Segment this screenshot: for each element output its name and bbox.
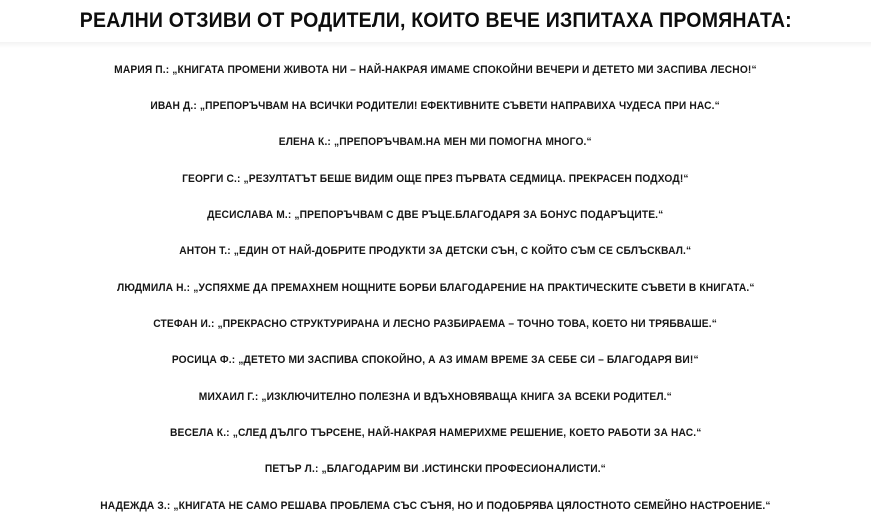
testimonial-item xyxy=(0,243,871,259)
testimonial-text: ЛЮДМИЛА Н.: „УСПЯХМЕ ДА ПРЕМАХНЕМ НОЩНИТЕ БОРБИ БЛАГОДАРЕНИЕ НА ПРАКТИЧЕСКИТЕ СЪВЕТИ В КНИГАТА.“ xyxy=(116,282,755,294)
testimonial-item xyxy=(0,134,871,150)
testimonial-item xyxy=(0,425,871,441)
testimonial-text: ИВАН Д.: „ПРЕПОРЪЧВАМ НА ВСИЧКИ РОДИТЕЛИ! ЕФЕКТИВНИТЕ СЪВЕТИ НАПРАВИХА ЧУДЕСА ПРИ НАС.“ xyxy=(150,100,721,112)
testimonial-text: ВЕСЕЛА К.: „СЛЕД ДЪЛГО ТЪРСЕНЕ, НАЙ-НАКРАЯ НАМЕРИХМЕ РЕШЕНИЕ, КОЕТО РАБОТИ ЗА НАС.“ xyxy=(169,427,702,439)
testimonial-item xyxy=(0,171,871,187)
testimonial-item xyxy=(0,62,871,78)
testimonial-item xyxy=(0,352,871,368)
testimonial-text: ПЕТЪР Л.: „БЛАГОДАРИМ ВИ .ИСТИНСКИ ПРОФЕСИОНАЛИСТИ.“ xyxy=(264,463,607,475)
testimonial-text: НАДЕЖДА З.: „КНИГАТА НЕ САМО РЕШАВА ПРОБЛЕМА СЪС СЪНЯ, НО И ПОДОБРЯВА ЦЯЛОСТНОТО СЕМЕЙНО НАСТРОЕНИЕ.“ xyxy=(100,500,771,512)
testimonial-item xyxy=(0,98,871,114)
testimonial-text: СТЕФАН И.: „ПРЕКРАСНО СТРУКТУРИРАНА И ЛЕСНО РАЗБИРАЕМА – ТОЧНО ТОВА, КОЕТО НИ ТРЯБВАШЕ.“ xyxy=(153,318,718,330)
testimonial-text: ГЕОРГИ С.: „РЕЗУЛТАТЪТ БЕШЕ ВИДИМ ОЩЕ ПРЕЗ ПЪРВАТА СЕДМИЦА. ПРЕКРАСЕН ПОДХОД!“ xyxy=(182,173,689,185)
testimonial-text: АНТОН Т.: „ЕДИН ОТ НАЙ-ДОБРИТЕ ПРОДУКТИ ЗА ДЕТСКИ СЪН, С КОЙТО СЪМ СЕ СБЛЪСКВАЛ.“ xyxy=(179,245,692,257)
testimonial-text: ЕЛЕНА К.: „ПРЕПОРЪЧВАМ.НА МЕН МИ ПОМОГНА МНОГО.“ xyxy=(278,136,593,148)
page-header xyxy=(0,0,871,42)
testimonials-list xyxy=(0,43,871,524)
testimonial-text: РОСИЦА Ф.: „ДЕТЕТО МИ ЗАСПИВА СПОКОЙНО, А АЗ ИМАМ ВРЕМЕ ЗА СЕБЕ СИ – БЛАГОДАРЯ ВИ!“ xyxy=(172,354,699,366)
testimonial-item xyxy=(0,316,871,332)
testimonial-item xyxy=(0,498,871,514)
testimonial-item xyxy=(0,389,871,405)
testimonial-item xyxy=(0,207,871,223)
testimonial-text: ДЕСИСЛАВА М.: „ПРЕПОРЪЧВАМ С ДВЕ РЪЦЕ.БЛАГОДАРЯ ЗА БОНУС ПОДАРЪЦИТЕ.“ xyxy=(207,209,664,221)
page-title: РЕАЛНИ ОТЗИВИ ОТ РОДИТЕЛИ, КОИТО ВЕЧЕ ИЗПИТАХА ПРОМЯНАТА: xyxy=(79,9,792,32)
testimonial-text: МАРИЯ П.: „КНИГАТА ПРОМЕНИ ЖИВОТА НИ – НАЙ-НАКРАЯ ИМАМЕ СПОКОЙНИ ВЕЧЕРИ И ДЕТЕТО МИ ЗАСПИВА ЛЕСНО!“ xyxy=(114,64,757,76)
testimonial-item xyxy=(0,280,871,296)
testimonial-text: МИХАИЛ Г.: „ИЗКЛЮЧИТЕЛНО ПОЛЕЗНА И ВДЪХНОВЯВАЩА КНИГА ЗА ВСЕКИ РОДИТЕЛ.“ xyxy=(198,391,673,403)
testimonial-item xyxy=(0,461,871,477)
